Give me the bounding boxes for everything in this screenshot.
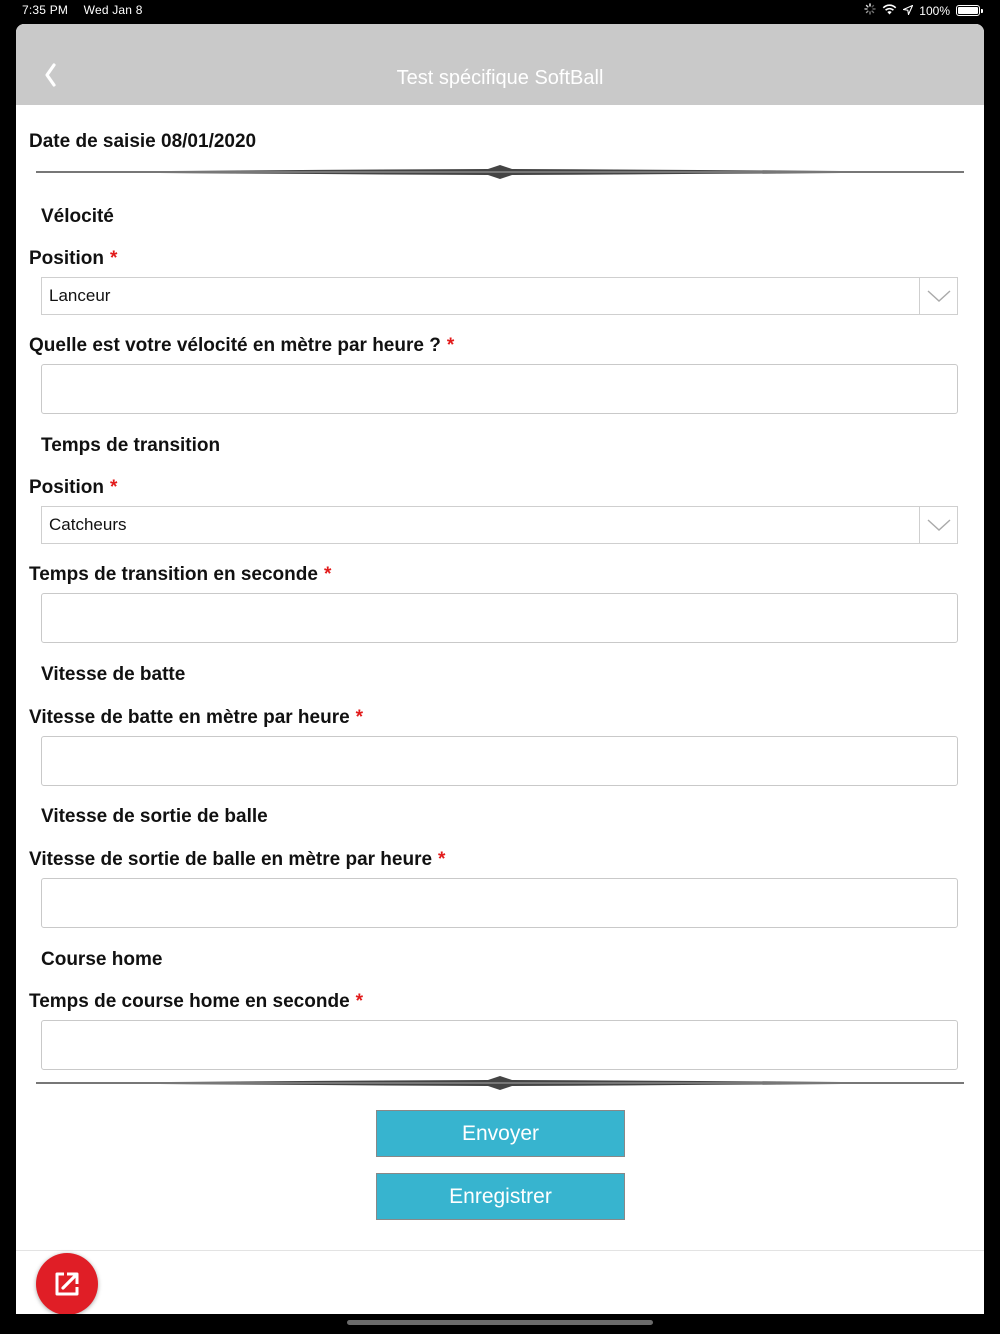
page-title: Test spécifique SoftBall: [396, 67, 604, 89]
velocity-value-label: Quelle est votre vélocité en mètre par heure ? *: [29, 335, 455, 356]
section-transition: Temps de transition: [41, 435, 221, 456]
transition-position-label: Position *: [29, 477, 118, 498]
home-run-input[interactable]: [41, 1020, 958, 1070]
required-marker: *: [323, 564, 332, 585]
battery-icon: [956, 5, 980, 16]
top-divider: [36, 164, 964, 180]
status-time: 7:35 PM: [22, 3, 69, 17]
battery-percent: 100%: [919, 3, 950, 18]
loading-icon: [864, 3, 876, 18]
transition-position-select[interactable]: [41, 506, 958, 544]
velocity-input[interactable]: [41, 364, 958, 414]
required-marker: *: [355, 991, 364, 1012]
entry-date: Date de saisie 08/01/2020: [29, 131, 257, 152]
required-marker: *: [446, 335, 455, 356]
chevron-down-icon: [919, 507, 957, 543]
ball-exit-input[interactable]: [41, 878, 958, 928]
section-velocity: Vélocité: [41, 206, 114, 227]
velocity-position-label: Position *: [29, 248, 118, 269]
status-left: [22, 3, 143, 17]
required-marker: *: [109, 477, 118, 498]
transition-time-label: Temps de transition en seconde *: [29, 564, 332, 585]
external-link-icon: [52, 1269, 82, 1299]
bottom-separator: [16, 1250, 984, 1251]
section-home-run: Course home: [41, 949, 163, 970]
select-value: Catcheurs: [49, 515, 127, 534]
share-button[interactable]: [36, 1253, 98, 1314]
home-run-label: Temps de course home en seconde *: [29, 991, 364, 1012]
app-window: [16, 24, 984, 1314]
select-value: Lanceur: [49, 286, 111, 305]
velocity-position-select[interactable]: [41, 277, 958, 315]
chevron-down-icon: [919, 278, 957, 314]
save-button[interactable]: Enregistrer: [376, 1173, 625, 1220]
wifi-icon: [882, 4, 897, 18]
required-marker: *: [355, 707, 364, 728]
section-ball-exit: Vitesse de sortie de balle: [41, 806, 268, 827]
nav-bar: [16, 24, 984, 105]
transition-time-input[interactable]: [41, 593, 958, 643]
required-marker: *: [438, 849, 446, 870]
status-date: Wed Jan 8: [83, 3, 143, 17]
home-indicator[interactable]: [347, 1320, 653, 1325]
bat-speed-label: Vitesse de batte en mètre par heure *: [29, 707, 364, 728]
required-marker: *: [109, 248, 118, 269]
section-bat-speed: Vitesse de batte: [41, 664, 186, 685]
ball-exit-label: Vitesse de sortie de balle en mètre par heure *: [29, 849, 446, 870]
location-icon: [903, 4, 913, 18]
status-right: [864, 3, 980, 18]
send-button[interactable]: Envoyer: [376, 1110, 625, 1157]
bottom-divider: [36, 1075, 964, 1091]
bat-speed-input[interactable]: [41, 736, 958, 786]
status-bar: [0, 0, 1000, 22]
